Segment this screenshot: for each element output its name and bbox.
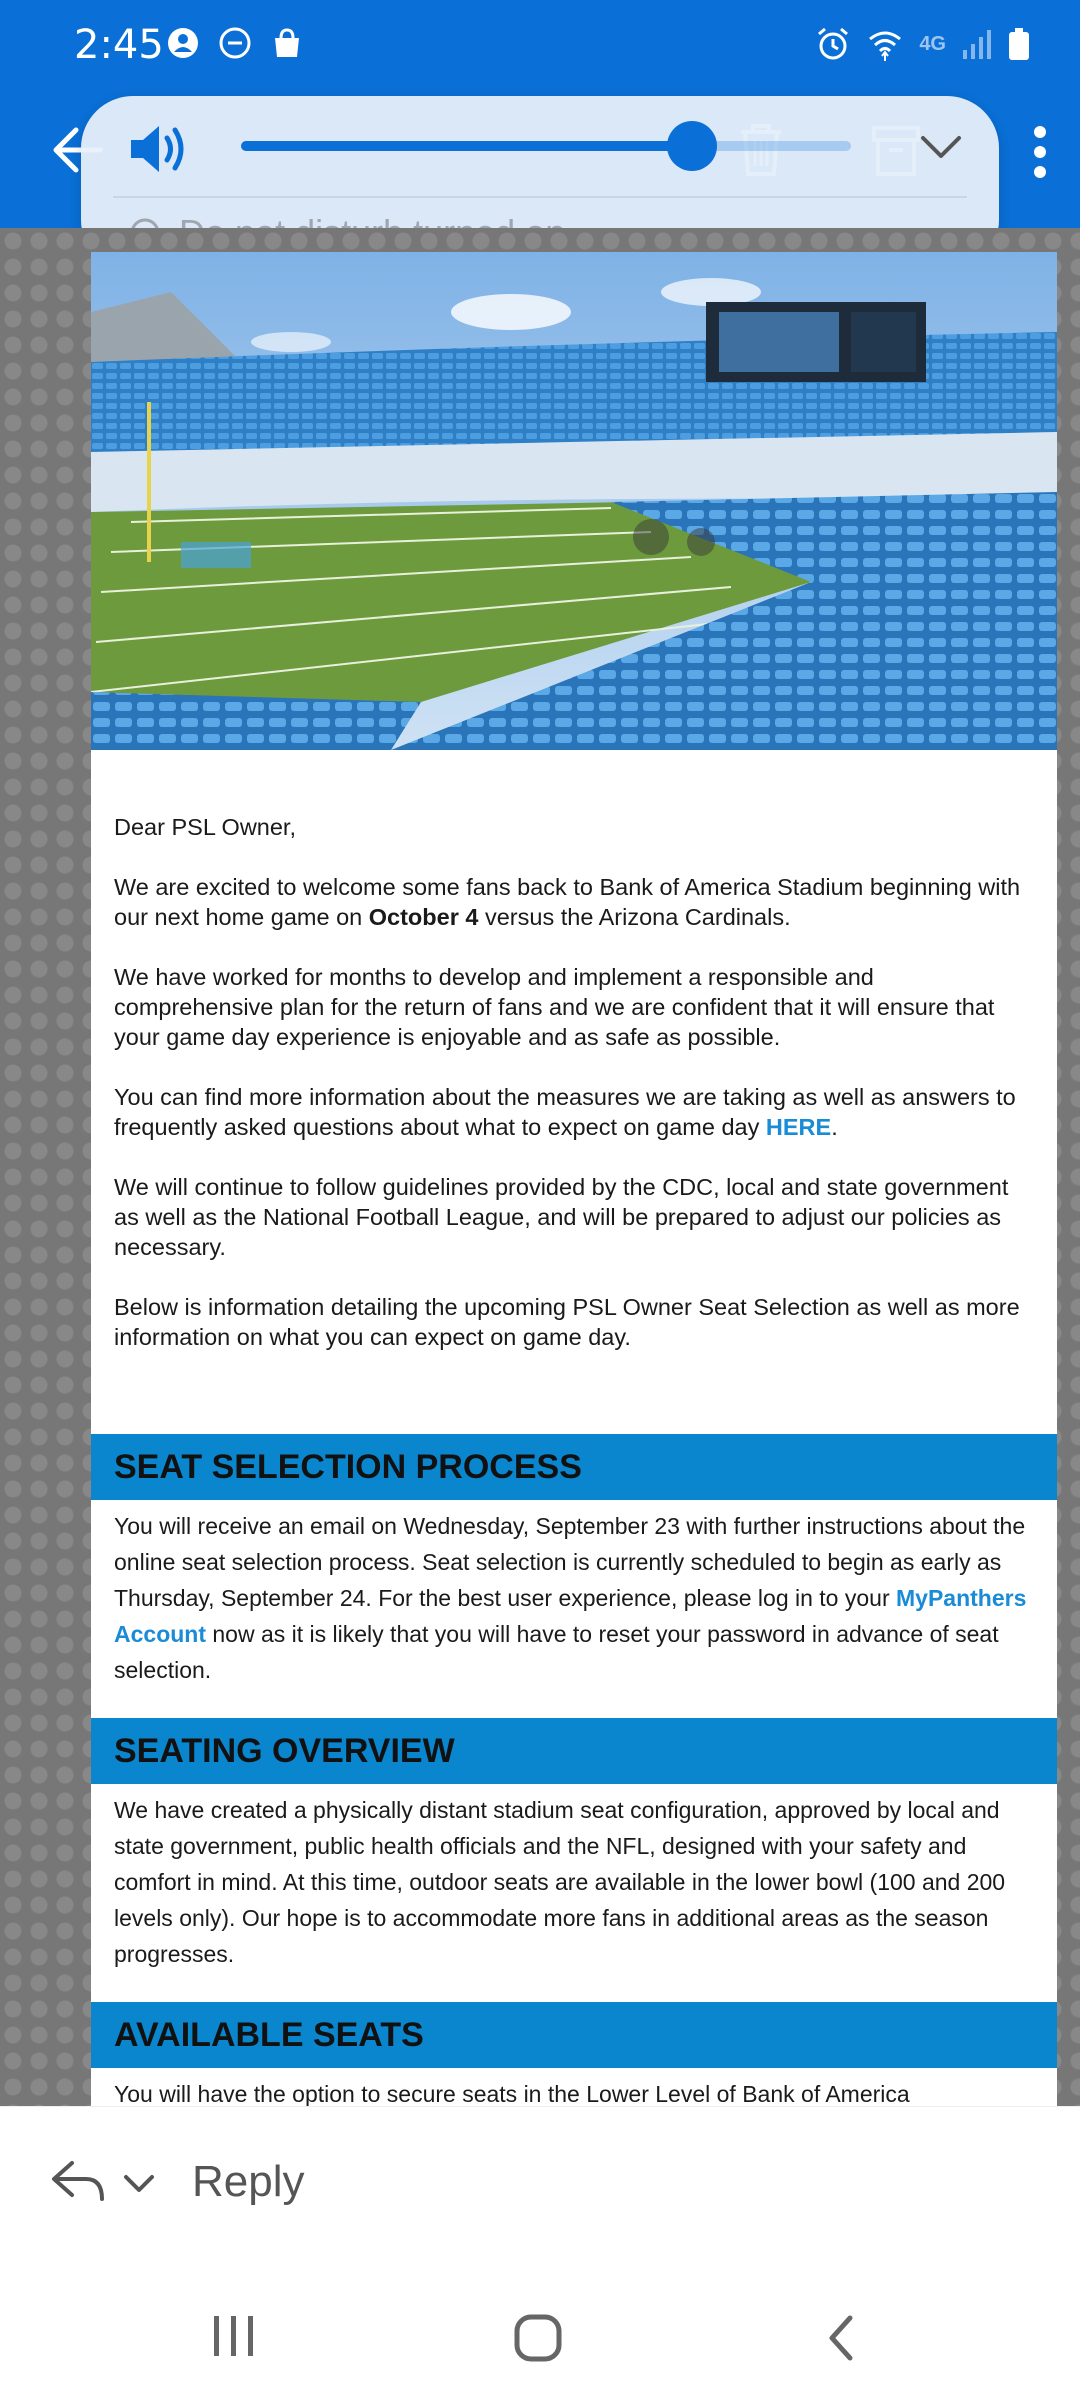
dnd-status-icon: [218, 26, 252, 60]
available-seats-body: [114, 2076, 1038, 2106]
volume-slider-fill: [241, 141, 692, 151]
seating-overview-header: SEATING OVERVIEW: [91, 1718, 1057, 1784]
email-greeting: Dear PSL Owner,: [114, 814, 296, 840]
chevron-down-icon[interactable]: [919, 132, 963, 162]
battery-icon: [1008, 27, 1030, 61]
status-time: 2:45: [74, 22, 164, 68]
seat-selection-body: [114, 1508, 1038, 1688]
more-options-icon[interactable]: [1030, 124, 1050, 180]
reply-button[interactable]: Reply: [192, 2157, 305, 2206]
alarm-icon: [815, 26, 851, 62]
seating-overview-body: [114, 1792, 1038, 1972]
paragraph-3-text-a: You can find more information about the measures we are taking as well as answers to frequently asked questions about what to expect on game day: [114, 1084, 1016, 1140]
account-icon: [166, 26, 200, 60]
paragraph-1-date: October 4: [368, 904, 479, 930]
network-type-label: 4G: [919, 32, 946, 55]
email-paragraph-4: We will continue to follow guidelines provided by the CDC, local and state government as well as the National Football League, and will be prepared to adjust our policies as necessary.: [114, 1174, 1009, 1260]
paragraph-1-text-a: We are excited to welcome some fans back to Bank of America Stadium beginning with our next home game on: [114, 874, 1021, 930]
email-paragraph-1: [114, 872, 1034, 932]
home-icon[interactable]: [514, 2314, 562, 2362]
shopping-bag-icon: [270, 26, 304, 60]
archive-icon: [871, 122, 921, 178]
email-paragraph-2: We have worked for months to develop and implement a responsible and comprehensive plan for the return of fans and we are confident that it will ensure that your game day experience is enjoyable and as safe as possible.: [114, 964, 995, 1050]
available-seats-text: You will have the option to secure seats in the Lower Level of Bank of America: [114, 2081, 910, 2106]
available-seats-header: AVAILABLE SEATS: [91, 2002, 1057, 2068]
stadium-hero-image: [91, 252, 1057, 750]
signal-icon: [962, 28, 992, 60]
paragraph-3-text-b: .: [831, 1114, 838, 1140]
status-right-icons: [815, 26, 1030, 62]
recent-apps-icon[interactable]: [212, 2316, 256, 2356]
volume-slider-thumb[interactable]: [667, 121, 717, 171]
here-link[interactable]: HERE: [765, 1114, 832, 1140]
paragraph-1-text-b: versus the Arizona Cardinals.: [478, 904, 791, 930]
email-paragraph-3: [114, 1082, 1034, 1142]
seating-overview-text: We have created a physically distant stadium seat configuration, approved by local and state government, public health officials and the NFL, designed with your safety and comfort in mind. At this time, outdoor seats are available in the lower bowl (100 and 200 levels only). Our hope is to accommodate more fans in additional areas as the season progresses.: [114, 1797, 1006, 1967]
volume-slider[interactable]: [241, 141, 851, 151]
seat-selection-text-a: You will receive an email on Wednesday, September 23 with further instructions about the online seat selection process. Seat selection is currently scheduled to begin as early as Thursday, September 24. For the best user experience, please log in to your: [114, 1513, 1026, 1611]
system-nav-bar: [0, 2268, 1080, 2400]
seat-selection-text-b: now as it is likely that you will have to reset your password in advance of seat selection.: [114, 1621, 999, 1683]
email-paragraph-5: Below is information detailing the upcoming PSL Owner Seat Selection as well as more information on what you can expect on game day.: [114, 1294, 1020, 1350]
wifi-icon: [867, 26, 903, 62]
reply-options-chevron-icon[interactable]: [122, 2173, 156, 2195]
status-left-icons: [166, 26, 304, 60]
email-content[interactable]: [91, 252, 1057, 2106]
email-body: [114, 812, 1034, 1382]
reply-icon[interactable]: [50, 2159, 106, 2203]
seat-selection-header: SEAT SELECTION PROCESS: [91, 1434, 1057, 1500]
reply-bar: [0, 2106, 1080, 2269]
volume-icon[interactable]: [127, 120, 191, 178]
nav-back-icon[interactable]: [824, 2314, 858, 2362]
volume-panel-divider: [113, 196, 967, 198]
mypanthers-account-link[interactable]: MyPanthers Account: [114, 1585, 1027, 1647]
